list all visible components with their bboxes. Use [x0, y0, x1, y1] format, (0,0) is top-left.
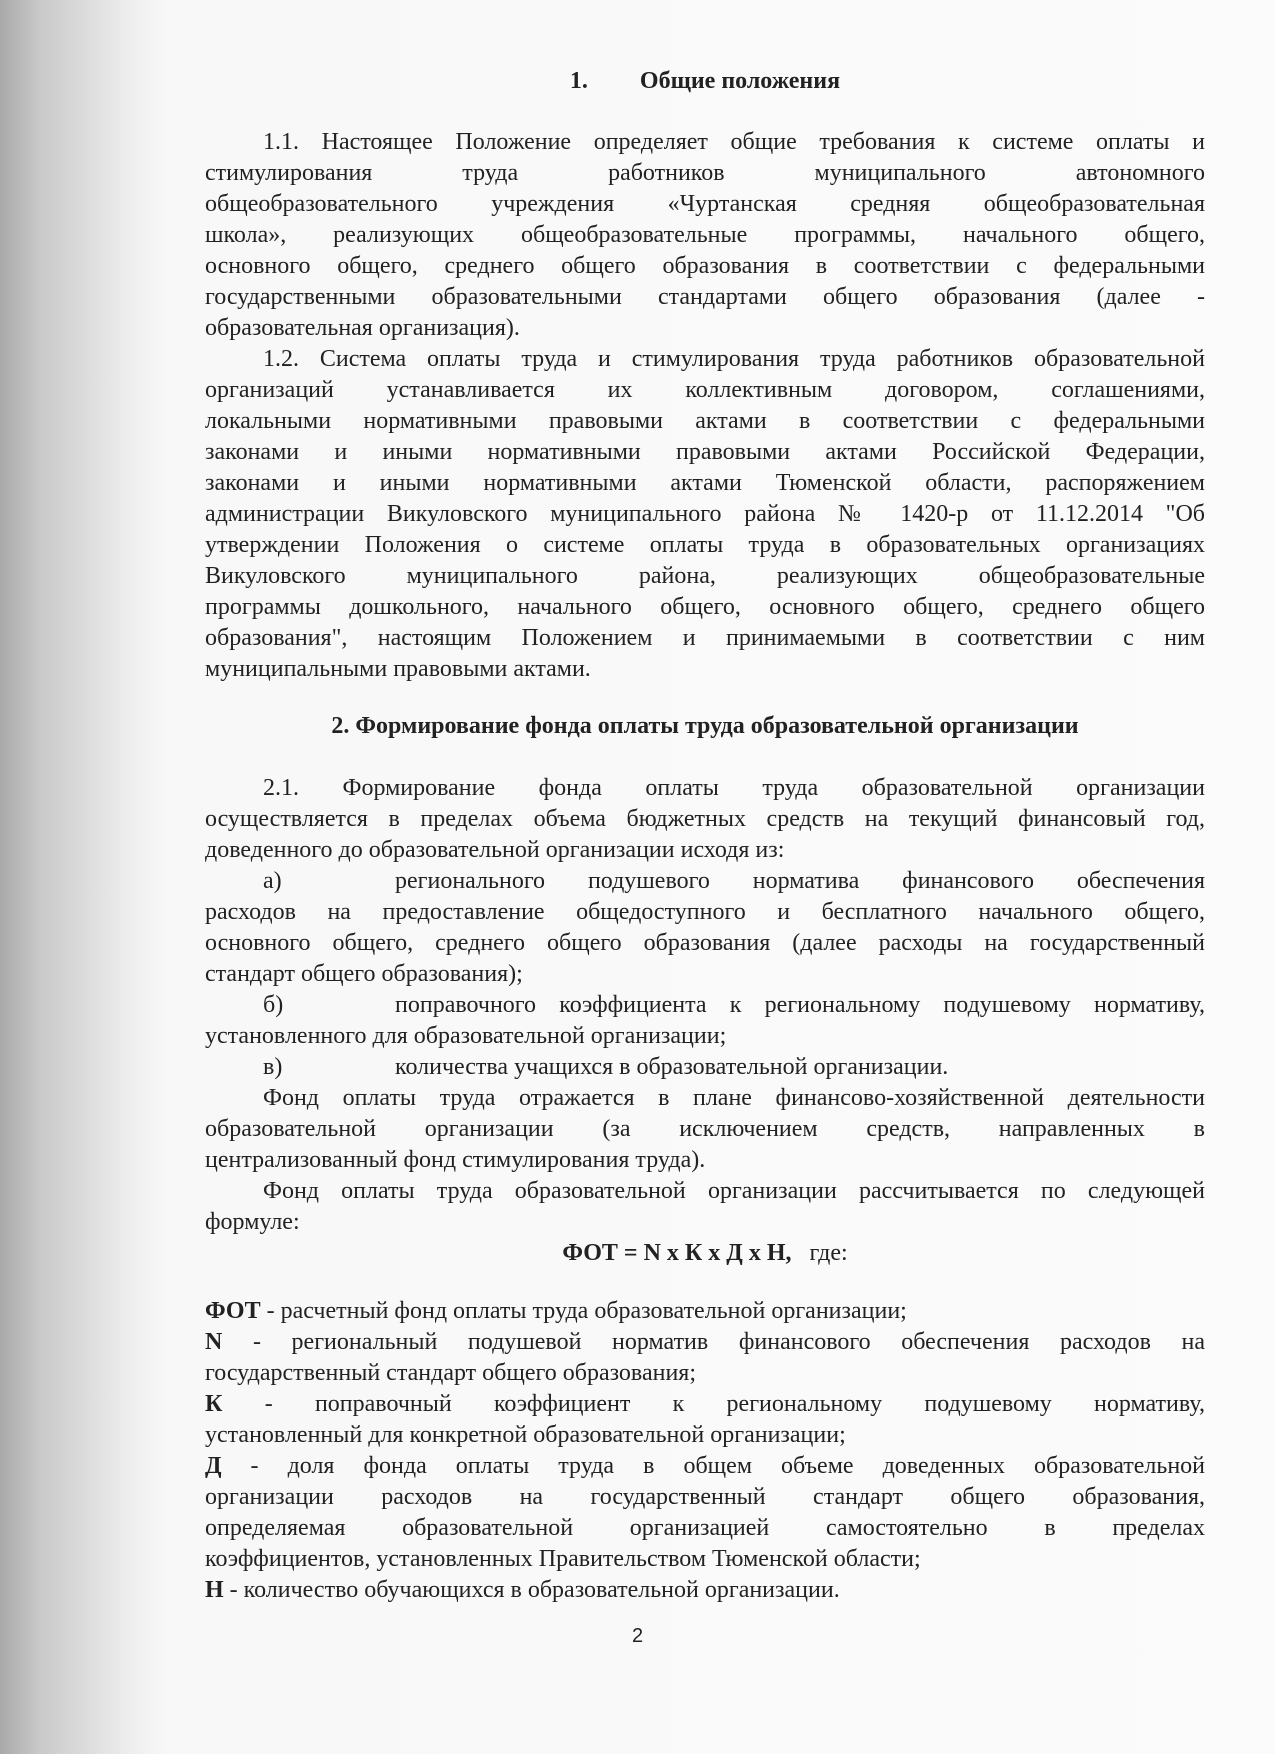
- line-text: поправочного коэффициента к региональному подушевому нормативу,: [395, 992, 1205, 1018]
- text-line: [205, 375, 1205, 406]
- line-text: законами и иными нормативными актами Тюменской области, распоряжением: [205, 470, 1205, 496]
- line-text: муниципальными правовыми актами.: [205, 656, 591, 682]
- text-line: [205, 623, 1205, 654]
- line-text: установленный для конкретной образовательной организации;: [205, 1422, 846, 1448]
- line-text: формуле:: [205, 1209, 300, 1235]
- text-line: [205, 344, 1205, 375]
- definition: [205, 1327, 1205, 1389]
- text-line: [205, 1544, 1205, 1575]
- line-text: Фонд оплаты труда образовательной организации рассчитывается по следующей: [263, 1178, 1205, 1204]
- formula-definitions: [205, 1296, 1205, 1606]
- line-text: законами и иными нормативными правовыми актами Российской Федерации,: [205, 439, 1205, 465]
- list-item: [205, 866, 1205, 990]
- line-text: - региональный подушевой норматив финансового обеспечения расходов на: [252, 1329, 1205, 1355]
- section-1-body: [205, 127, 1205, 685]
- text-line: [205, 1114, 1205, 1145]
- formula: [205, 1238, 1205, 1269]
- line-text: образовательной организации (за исключением средств, направленных в: [205, 1116, 1205, 1142]
- text-line: [205, 437, 1205, 468]
- section-2-heading: 2. Формирование фонда оплаты труда образовательной организации: [331, 713, 1079, 739]
- text-line: [205, 1420, 1205, 1451]
- line-text: регионального подушевого норматива финансового обеспечения: [395, 868, 1205, 894]
- text-line: [205, 127, 1205, 158]
- list-item: [205, 1052, 1205, 1083]
- section-2-body: [205, 773, 1205, 1238]
- line-text: основного общего, среднего общего образования в соответствии с федеральными: [205, 253, 1205, 279]
- list-marker: в): [263, 1054, 283, 1080]
- definition-term: Д: [205, 1453, 222, 1479]
- paragraph: [205, 1176, 1205, 1238]
- line-text: - количество обучающихся в образовательной организации.: [229, 1577, 840, 1603]
- definition: [205, 1451, 1205, 1575]
- text-line: [205, 1389, 1205, 1420]
- text-line: [205, 313, 1205, 344]
- text-line: [205, 1451, 1205, 1482]
- text-line: [205, 654, 1205, 685]
- paragraph: [205, 773, 1205, 866]
- line-text: 1.1. Настоящее Положение определяет общие требования к системе оплаты и: [263, 129, 1205, 155]
- line-text: государственными образовательными стандартами общего образования (далее -: [205, 284, 1205, 310]
- line-text: коэффициентов, установленных Правительством Тюменской области;: [205, 1546, 921, 1572]
- line-text: образования", настоящим Положением и принимаемыми в соответствии с ним: [205, 625, 1205, 651]
- paragraph: [205, 1083, 1205, 1176]
- line-text: утверждении Положения о системе оплаты труда в образовательных организациях: [205, 532, 1205, 558]
- definition-term: ФОТ: [205, 1298, 261, 1324]
- line-text: образовательная организация).: [205, 315, 520, 341]
- text-line: [205, 1145, 1205, 1176]
- line-text: стимулирования труда работников муниципального автономного: [205, 160, 1205, 186]
- text-line: [205, 1482, 1205, 1513]
- definition: [205, 1389, 1205, 1451]
- formula-expression: ФОТ = N x К x Д x Н,: [562, 1240, 792, 1266]
- section-1-title: Общие положения: [639, 68, 841, 94]
- paragraph: [205, 127, 1205, 344]
- line-text: - доля фонда оплаты труда в общем объеме доведенных образовательной: [250, 1453, 1206, 1479]
- text-line: [205, 1052, 1205, 1083]
- line-text: общеобразовательного учреждения «Чуртанская средняя общеобразовательная: [205, 191, 1205, 217]
- text-line: [205, 773, 1205, 804]
- text-line: [205, 1575, 1205, 1606]
- text-line: [205, 804, 1205, 835]
- text-line: [205, 406, 1205, 437]
- line-text: расходов на предоставление общедоступного и бесплатного начального общего,: [205, 899, 1205, 925]
- line-text: стандарт общего образования);: [205, 961, 523, 987]
- text-line: [205, 928, 1205, 959]
- section-1-number: 1.: [569, 68, 588, 94]
- text-line: [205, 1358, 1205, 1389]
- line-text: государственный стандарт общего образования;: [205, 1360, 696, 1386]
- formula-suffix: где:: [809, 1240, 848, 1266]
- definition-term: К: [205, 1391, 223, 1417]
- line-text: Фонд оплаты труда отражается в плане финансово-хозяйственной деятельности: [263, 1085, 1205, 1111]
- text-line: [205, 1176, 1205, 1207]
- line-text: доведенного до образовательной организации исходя из:: [205, 837, 785, 863]
- text-line: [205, 1021, 1205, 1052]
- text-line: [205, 866, 1205, 897]
- text-line: [205, 220, 1205, 251]
- text-line: [205, 530, 1205, 561]
- line-text: - расчетный фонд оплаты труда образовательной организации;: [266, 1298, 907, 1324]
- line-text: 2.1. Формирование фонда оплаты труда образовательной организации: [263, 775, 1205, 801]
- text-line: [205, 897, 1205, 928]
- line-text: количества учащихся в образовательной организации.: [395, 1054, 949, 1080]
- text-line: [205, 468, 1205, 499]
- line-text: - поправочный коэффициент к региональному подушевому нормативу,: [264, 1391, 1206, 1417]
- line-text: школа», реализующих общеобразовательные программы, начального общего,: [205, 222, 1205, 248]
- line-text: организаций устанавливается их коллективным договором, соглашениями,: [205, 377, 1205, 403]
- definition: [205, 1575, 1205, 1606]
- text-line: [205, 189, 1205, 220]
- paragraph: [205, 344, 1205, 685]
- text-line: [205, 251, 1205, 282]
- text-line: [205, 835, 1205, 866]
- text-line: [205, 990, 1205, 1021]
- line-text: основного общего, среднего общего образования (далее расходы на государственный: [205, 930, 1205, 956]
- text-line: [205, 959, 1205, 990]
- line-text: Викуловского муниципального района, реализующих общеобразовательные: [205, 563, 1205, 589]
- line-text: осуществляется в пределах объема бюджетных средств на текущий финансовый год,: [205, 806, 1205, 832]
- list-marker: б): [263, 992, 284, 1018]
- text-line: [205, 1296, 1205, 1327]
- text-line: [205, 282, 1205, 313]
- line-text: организации расходов на государственный стандарт общего образования,: [205, 1484, 1205, 1510]
- line-text: 1.2. Система оплаты труда и стимулирования труда работников образовательной: [263, 346, 1205, 372]
- text-line: [205, 1207, 1205, 1238]
- page-number: 2: [631, 1625, 644, 1647]
- list-item: [205, 990, 1205, 1052]
- text-line: [205, 499, 1205, 530]
- text-line: [205, 1327, 1205, 1358]
- definition-term: Н: [205, 1577, 224, 1603]
- definition: [205, 1296, 1205, 1327]
- document-page: [205, 66, 1205, 1606]
- line-text: локальными нормативными правовыми актами в соответствии с федеральными: [205, 408, 1205, 434]
- text-line: [205, 1513, 1205, 1544]
- section-1-heading: [205, 66, 1205, 97]
- line-text: администрации Викуловского муниципального района № 1420-р от 11.12.2014 "Об: [205, 501, 1205, 527]
- line-text: программы дошкольного, начального общего, основного общего, среднего общего: [205, 594, 1205, 620]
- definition-term: N: [205, 1329, 223, 1355]
- text-line: [205, 561, 1205, 592]
- line-text: централизованный фонд стимулирования труда).: [205, 1147, 706, 1173]
- line-text: установленного для образовательной организации;: [205, 1023, 727, 1049]
- text-line: [205, 1083, 1205, 1114]
- text-line: [205, 592, 1205, 623]
- line-text: определяемая образовательной организацией самостоятельно в пределах: [205, 1515, 1205, 1541]
- list-marker: а): [263, 868, 282, 894]
- text-line: [205, 158, 1205, 189]
